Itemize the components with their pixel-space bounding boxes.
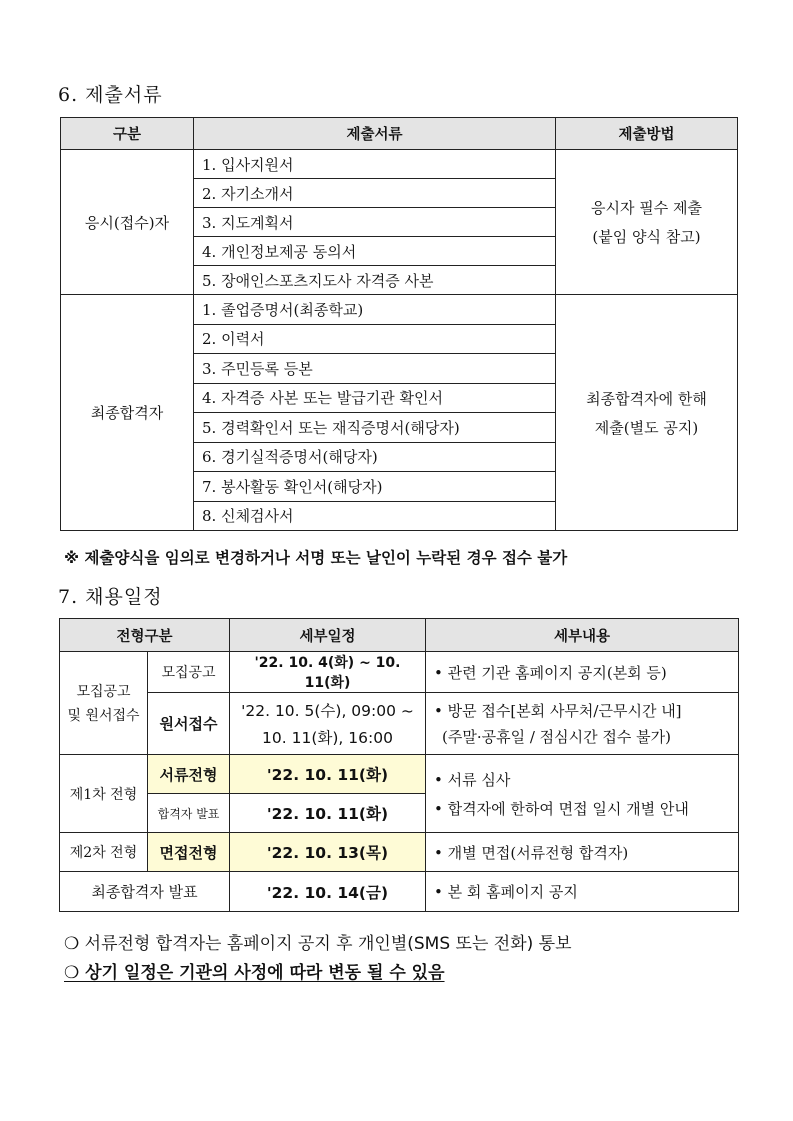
recruit-apply-date-line1: '22. 10. 5(수), 09:00 ~ (241, 702, 414, 720)
applicant-method-line2: (붙임 양식 참고) (592, 228, 701, 246)
table-row (60, 872, 739, 912)
recruit-group-line1: 모집공고 (76, 684, 131, 700)
table-header-row (61, 118, 738, 150)
final-doc: 2. 이력서 (194, 324, 556, 354)
table-row (60, 833, 739, 872)
applicant-category: 응시(접수)자 (61, 150, 194, 295)
final-method-line2: 제출(별도 공지) (594, 418, 699, 437)
final-doc: 1. 졸업증명서(최종학교) (194, 295, 556, 325)
header-stage: 전형구분 (60, 619, 230, 652)
applicant-method-line1: 응시자 필수 제출 (591, 199, 702, 217)
table-row (60, 755, 739, 794)
recruit-group (60, 652, 148, 755)
final-method (556, 295, 738, 531)
first-announce-date: '22. 10. 11(화) (230, 794, 426, 833)
recruit-apply-date (230, 693, 426, 755)
schedule-table (59, 618, 739, 912)
applicant-method (556, 150, 738, 295)
first-detail (426, 755, 739, 833)
applicant-doc: 5. 장애인스포츠지도사 자격증 사본 (194, 266, 556, 295)
recruit-apply-detail-line2: (주말·공휴일 / 점심시간 접수 불가) (442, 728, 671, 746)
recruit-apply-detail (426, 693, 739, 755)
final-doc: 3. 주민등록 등본 (194, 354, 556, 384)
recruit-apply-stage: 원서접수 (148, 693, 230, 755)
first-announce-stage: 합격자 발표 (148, 794, 230, 833)
submission-note: ※ 제출양식을 임의로 변경하거나 서명 또는 날인이 누락된 경우 접수 불가 (64, 549, 568, 567)
recruit-apply-date-line2: 10. 11(화), 16:00 (262, 729, 393, 747)
table-header-row (60, 619, 739, 652)
schedule-note-notification: ❍ 서류전형 합격자는 홈페이지 공지 후 개인별(SMS 또는 전화) 통보 (64, 934, 572, 954)
recruit-notice-detail: • 관련 기관 홈페이지 공지(본회 등) (426, 652, 739, 693)
schedule-note-change: ❍ 상기 일정은 기관의 사정에 따라 변동 될 수 있음 (64, 963, 445, 983)
submission-documents-table (60, 117, 738, 531)
first-screening-stage: 서류전형 (148, 755, 230, 794)
final-category: 최종합격자 (61, 295, 194, 531)
applicant-doc: 2. 자기소개서 (194, 179, 556, 208)
final-announce-group: 최종합격자 발표 (60, 872, 230, 912)
applicant-doc: 1. 입사지원서 (194, 150, 556, 179)
applicant-doc: 4. 개인정보제공 동의서 (194, 237, 556, 266)
recruit-notice-stage: 모집공고 (148, 652, 230, 693)
final-doc: 6. 경기실적증명서(해당자) (194, 442, 556, 472)
header-category: 구분 (61, 118, 194, 150)
applicant-doc: 3. 지도계획서 (194, 208, 556, 237)
final-announce-detail: • 본 회 홈페이지 공지 (426, 872, 739, 912)
final-doc: 5. 경력확인서 또는 재직증명서(해당자) (194, 413, 556, 443)
table-row (61, 150, 738, 179)
second-interview-date: '22. 10. 13(목) (230, 833, 426, 872)
header-method: 제출방법 (556, 118, 738, 150)
table-row (60, 652, 739, 693)
first-group: 제1차 전형 (60, 755, 148, 833)
table-row (61, 295, 738, 325)
final-doc: 4. 자격증 사본 또는 발급기관 확인서 (194, 383, 556, 413)
section-6-title: 6. 제출서류 (58, 84, 163, 106)
first-detail-line2: • 합격자에 한하여 면접 일시 개별 안내 (434, 799, 689, 818)
recruit-notice-date: '22. 10. 4(화) ~ 10. 11(화) (230, 652, 426, 693)
recruit-apply-detail-line1: • 방문 접수[본회 사무처/근무시간 내] (434, 702, 682, 720)
final-doc: 7. 봉사활동 확인서(해당자) (194, 472, 556, 502)
header-documents: 제출서류 (194, 118, 556, 150)
header-schedule: 세부일정 (230, 619, 426, 652)
second-group: 제2차 전형 (60, 833, 148, 872)
recruit-group-line2: 및 원서접수 (67, 708, 140, 724)
second-detail: • 개별 면접(서류전형 합격자) (426, 833, 739, 872)
first-detail-line1: • 서류 심사 (434, 770, 511, 789)
table-row (60, 693, 739, 755)
first-screening-date: '22. 10. 11(화) (230, 755, 426, 794)
final-doc: 8. 신체검사서 (194, 501, 556, 531)
section-7-title: 7. 채용일정 (58, 586, 163, 608)
second-interview-stage: 면접전형 (148, 833, 230, 872)
final-method-line1: 최종합격자에 한해 (586, 389, 707, 408)
header-detail: 세부내용 (426, 619, 739, 652)
final-announce-date: '22. 10. 14(금) (230, 872, 426, 912)
